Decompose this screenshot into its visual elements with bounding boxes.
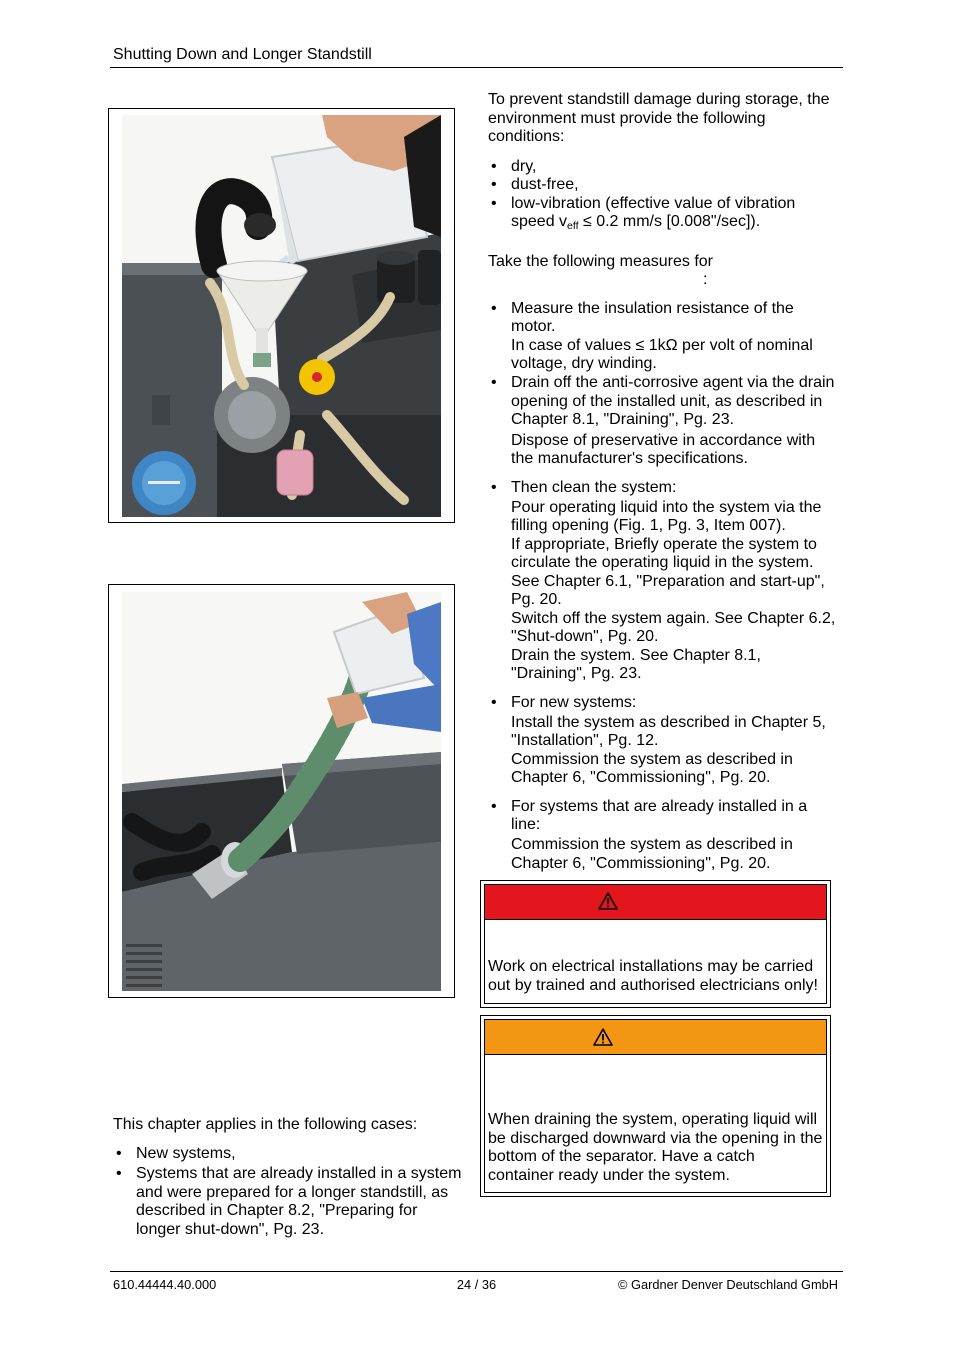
header-rule xyxy=(110,67,843,68)
danger-notice-text: Work on electrical installations may be carried out by trained and authorised electricians only! xyxy=(488,958,818,994)
measure-detail: In case of values ≤ 1kΩ per volt of nominal voltage, dry winding. xyxy=(511,336,813,372)
figure-1-photo xyxy=(122,115,441,517)
list-item xyxy=(488,479,838,684)
measure-detail: Pour operating liquid into the system via the filling opening (Fig. 1, Pg. 3, Item 007). xyxy=(511,498,822,534)
measure-title: • Measure the insulation resistance of the motor. xyxy=(511,299,794,335)
yellow-valve xyxy=(299,359,335,395)
warning-notice-box xyxy=(480,1015,831,1197)
measure-detail: Commission the system as described in Chapter 6, "Commissioning", Pg. 20. xyxy=(511,836,793,872)
list-item: • Systems that are already installed in a system and were prepared for a longer standstill, as described in Chapter 8.2, "Preparing for longer shut-down", Pg. 23. xyxy=(113,1165,464,1239)
measure-detail: Install the system as described in Chapter 5, "Installation", Pg. 12. xyxy=(511,713,826,749)
measure-detail: Dispose of preservative in accordance with the manufacturer's specifications. xyxy=(511,431,816,467)
environment-intro: To prevent standstill damage during storage, the environment must provide the following conditions: xyxy=(488,91,830,145)
list-item xyxy=(488,694,838,788)
running-header-title: Shutting Down and Longer Standstill xyxy=(113,46,372,63)
document-number: 610.44444.40.000 xyxy=(113,1277,217,1292)
warning-notice-header xyxy=(485,1020,826,1055)
list-item: • New systems, xyxy=(113,1145,464,1164)
list-item xyxy=(488,798,838,874)
warning-notice-text: When draining the system, operating liquid will be discharged downward via the opening in the bottom of the separator. Have a catch container ready under the system. xyxy=(488,1111,823,1184)
list-item xyxy=(488,374,838,469)
warning-triangle-icon xyxy=(598,892,618,910)
measure-detail: See Chapter 6.1, "Preparation and start-up", Pg. 20. xyxy=(511,572,825,608)
pump-housing xyxy=(214,377,290,453)
applicability-intro: This chapter applies in the following cases: xyxy=(113,1116,418,1133)
measure-detail: Commission the system as described in Chapter 6, "Commissioning", Pg. 20. xyxy=(511,750,793,786)
list-item: • dust-free, xyxy=(488,176,838,195)
measures-list xyxy=(488,300,838,874)
vibration-subscript: eff xyxy=(567,220,579,232)
applicability-section xyxy=(113,1116,464,1239)
footer-rule xyxy=(110,1271,843,1272)
storage-section xyxy=(488,91,838,873)
measures-intro-colon: : xyxy=(703,271,708,288)
measure-detail: If appropriate, Briefly operate the system to circulate the operating liquid in the system. xyxy=(511,535,817,571)
measure-title: • Then clean the system: xyxy=(511,478,677,496)
measure-title: • For new systems: xyxy=(511,693,637,711)
blue-connector xyxy=(132,451,196,515)
page-number: 24 / 36 xyxy=(456,1277,497,1292)
danger-notice-header xyxy=(485,885,826,920)
pink-filter xyxy=(277,450,313,495)
list-item: • dry, xyxy=(488,158,838,177)
environment-conditions-list xyxy=(488,158,838,232)
measure-detail: Switch off the system again. See Chapter 6.2, "Shut-down", Pg. 20. xyxy=(511,609,836,645)
list-item xyxy=(488,300,838,374)
figure-2-photo xyxy=(122,592,441,991)
measure-title: • Drain off the anti-corrosive agent via the drain opening of the installed unit, as described in Chapter 8.1, "Draining", Pg. 23. xyxy=(511,374,835,428)
vibration-text: low-vibration (effective value of vibration speed v xyxy=(511,194,796,230)
vibration-limit: ≤ 0.2 mm/s [0.008"/sec]). xyxy=(578,213,761,230)
warning-triangle-icon xyxy=(593,1028,613,1046)
applicability-list xyxy=(113,1145,464,1239)
measures-intro: Take the following measures for xyxy=(488,252,713,270)
danger-notice-box xyxy=(480,880,831,1008)
measure-title: • For systems that are already installed in a line: xyxy=(511,797,808,833)
copyright-notice: © Gardner Denver Deutschland GmbH xyxy=(618,1277,838,1292)
measure-detail: Drain the system. See Chapter 8.1, "Draining", Pg. 23. xyxy=(511,646,761,682)
list-item xyxy=(488,195,838,232)
